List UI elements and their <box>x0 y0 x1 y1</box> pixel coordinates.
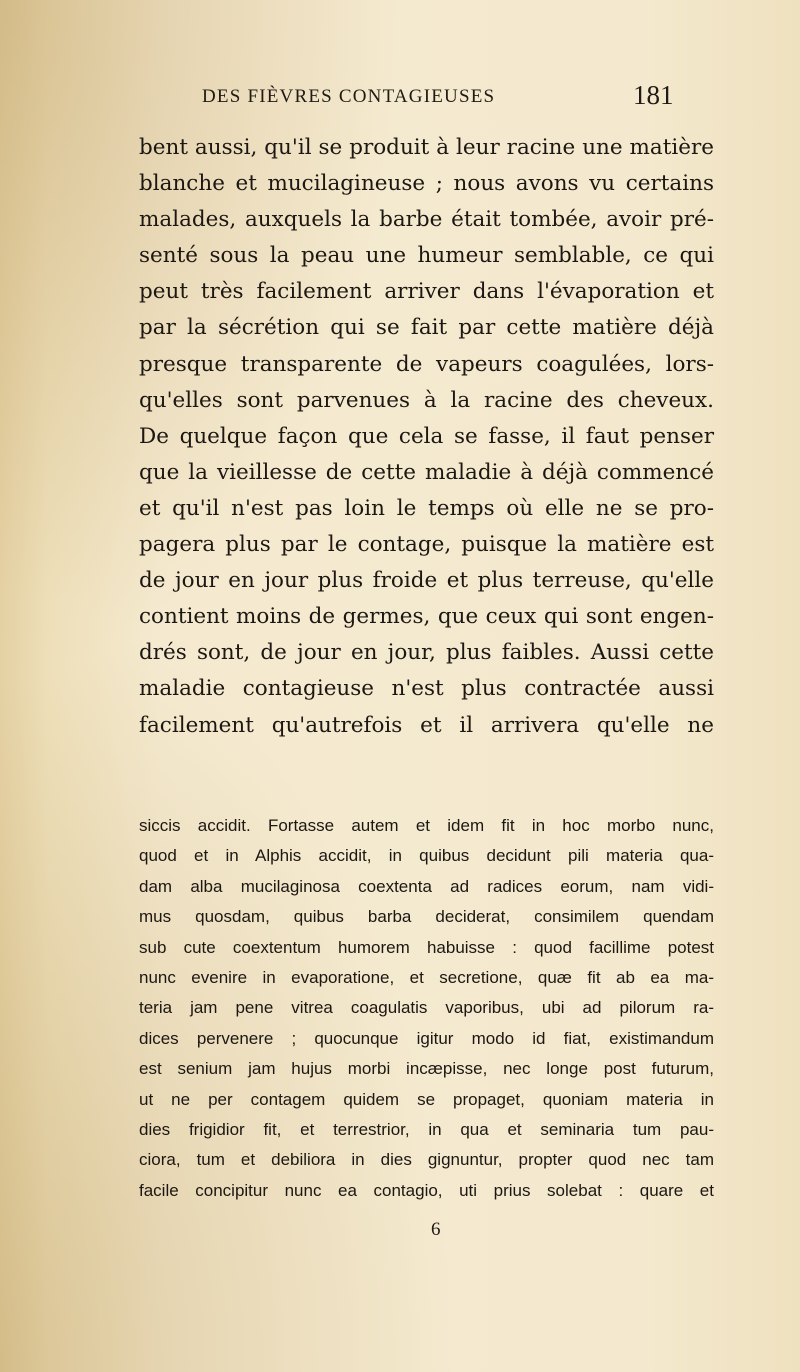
text-line: dies frigidior fit, et terrestrior, in qua et seminaria tum pau- <box>139 1120 714 1140</box>
text-line: facilement qu'autrefois et il arrivera qu'elle ne <box>139 712 714 738</box>
text-line: De quelque façon que cela se fasse, il faut penser <box>139 423 714 449</box>
page-header <box>0 80 800 116</box>
text-line: sub cute coextentum humorem habuisse : quod facillime potest <box>139 937 714 957</box>
text-line: nunc evenire in evaporatione, et secretione, quæ fit ab ea ma- <box>139 968 714 988</box>
text-line: maladie contagieuse n'est plus contractée aussi <box>139 676 714 702</box>
text-line: dam alba mucilaginosa coextenta ad radices eorum, nam vidi- <box>139 876 714 896</box>
text-line: blanche et mucilagineuse ; nous avons vu certains <box>139 171 714 197</box>
text-line: est senium jam hujus morbi incæpisse, nec longe post futurum, <box>139 1059 714 1079</box>
text-line: qu'elles sont parvenues à la racine des cheveux. <box>139 387 714 413</box>
text-line: siccis accidit. Fortasse autem et idem fit in hoc morbo nunc, <box>139 816 714 835</box>
text-line: de jour en jour plus froide et plus terreuse, qu'elle <box>139 568 714 594</box>
text-line: presque transparente de vapeurs coagulées, lors- <box>139 351 714 377</box>
text-line: que la vieillesse de cette maladie à déjà commencé <box>139 459 714 485</box>
signature-mark: 6 <box>431 1219 441 1240</box>
latin-original-text <box>139 811 714 1206</box>
page-number: 181 <box>633 80 674 110</box>
text-line: quod et in Alphis accidit, in quibus decidunt pili materia qua- <box>139 846 714 866</box>
running-title: DES FIÈVRES CONTAGIEUSES <box>202 86 496 107</box>
text-line: par la sécrétion qui se fait par cette matière déjà <box>139 315 714 341</box>
text-line: ut ne per contagem quidem se propaget, quoniam materia in <box>139 1089 714 1109</box>
text-line: dices pervenere ; quocunque igitur modo id fiat, existimandum <box>139 1028 714 1048</box>
text-line: mus quosdam, quibus barba deciderat, consimilem quendam <box>139 907 714 927</box>
french-translation-text <box>139 130 714 744</box>
text-line: pagera plus par le contage, puisque la matière est <box>139 532 714 558</box>
text-line: peut très facilement arriver dans l'évaporation et <box>139 279 714 305</box>
text-line: drés sont, de jour en jour, plus faibles. Aussi cette <box>139 640 714 666</box>
text-line: facile concipitur nunc ea contagio, uti prius solebat : quare et <box>139 1180 714 1200</box>
text-line: contient moins de germes, que ceux qui sont engen- <box>139 604 714 630</box>
text-line: teria jam pene vitrea coagulatis vaporibus, ubi ad pilorum ra- <box>139 998 714 1018</box>
text-line: bent aussi, qu'il se produit à leur racine une matière <box>139 135 714 160</box>
text-line: et qu'il n'est pas loin le temps où elle ne se pro- <box>139 495 714 521</box>
text-line: malades, auxquels la barbe était tombée, avoir pré- <box>139 207 714 233</box>
text-line: ciora, tum et debiliora in dies gignuntur, propter quod nec tam <box>139 1150 714 1170</box>
text-line: senté sous la peau une humeur semblable, ce qui <box>139 243 714 269</box>
